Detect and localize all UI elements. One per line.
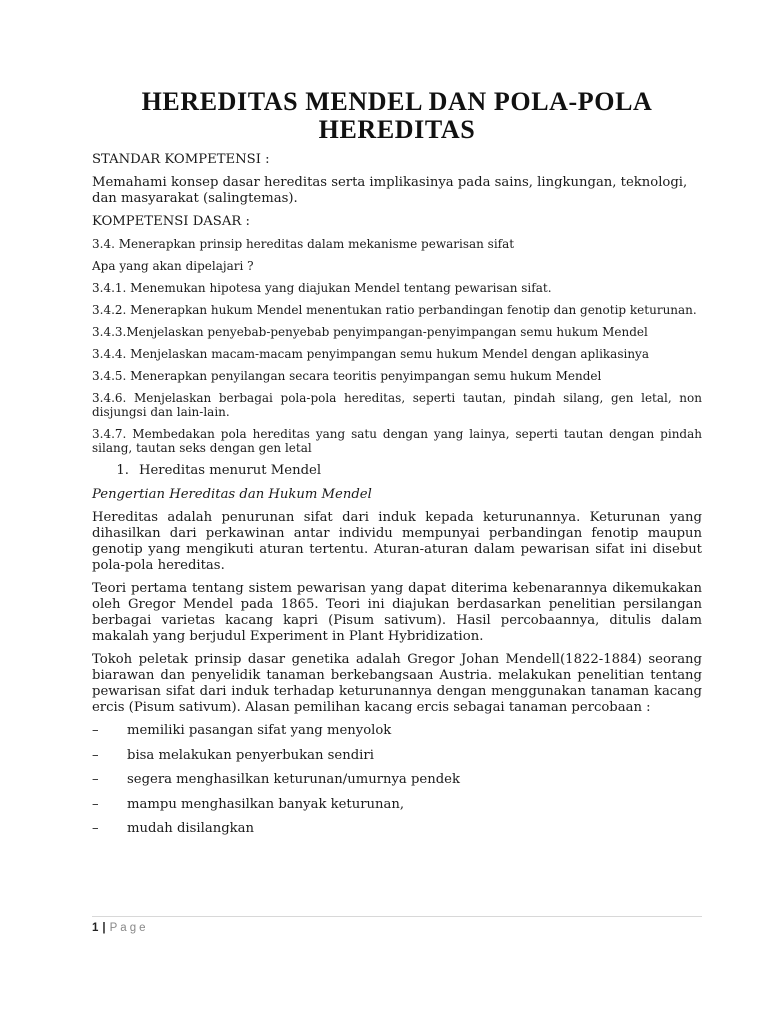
- section-1-number: 1.: [116, 463, 129, 478]
- section-1-title: Hereditas menurut Mendel: [139, 463, 322, 478]
- list-item-text: mudah disilangkan: [127, 821, 254, 837]
- list-item-text: mampu menghasilkan banyak keturunan,: [127, 796, 405, 812]
- list-item: [92, 821, 702, 837]
- kd-3-4: 3.4. Menerapkan prinsip hereditas dalam mekanisme pewarisan sifat: [92, 237, 515, 251]
- indicator-3-4-6: 3.4.6. Menjelaskan berbagai pola-pola hereditas, seperti tautan, pindah silang, gen letal, non disjungsi dan lain-lain.: [92, 391, 702, 419]
- standar-heading: STANDAR KOMPETENSI :: [92, 152, 270, 167]
- paragraph-1: Hereditas adalah penurunan sifat dari induk kepada keturunannya. Keturunan yang dihasilkan dari perkawinan antar individu mempunyai perbandingan fenotip maupun genotip yang mengikuti aturan tertentu. Aturan-aturan dalam pewarisan sifat ini disebut pola-pola hereditas.: [92, 510, 702, 573]
- footer-separator: |: [102, 922, 106, 934]
- dash-marker: –: [92, 821, 99, 837]
- title-line-1: HEREDITAS MENDEL DAN POLA-POLA: [141, 87, 653, 116]
- paragraph-3: Tokoh peletak prinsip dasar genetika adalah Gregor Johan Mendell(1822-1884) seorang biarawan dan penyelidik tanaman berkebangsaan Austria. melakukan penelitian tentang pewarisan sifat dari induk terhadap keturunannya dengan menggunakan tanaman kacang ercis (Pisum sativum). Alasan pemilihan kacang ercis sebagai tanaman percobaan :: [92, 652, 702, 715]
- title-line-2: HEREDITAS: [318, 115, 476, 144]
- indicator-3-4-2: 3.4.2. Menerapkan hukum Mendel menentukan ratio perbandingan fenotip dan genotip keturunan.: [92, 303, 697, 317]
- page-footer: [92, 916, 702, 934]
- kompetensi-heading: KOMPETENSI DASAR :: [92, 214, 250, 229]
- apa-dipelajari: Apa yang akan dipelajari ?: [92, 259, 254, 273]
- list-item-text: bisa melakukan penyerbukan sendiri: [127, 747, 374, 763]
- indicator-3-4-1: 3.4.1. Menemukan hipotesa yang diajukan Mendel tentang pewarisan sifat.: [92, 281, 552, 295]
- list-item: [92, 797, 702, 813]
- dash-marker: –: [92, 772, 99, 788]
- standar-text: Memahami konsep dasar hereditas serta implikasinya pada sains, lingkungan, teknologi, dan masyarakat (salingtemas).: [92, 175, 688, 206]
- section-1-heading: [92, 463, 702, 479]
- page-title: [92, 88, 702, 144]
- page-label: Page: [109, 922, 149, 934]
- list-item: [92, 772, 702, 788]
- subheading: Pengertian Hereditas dan Hukum Mendel: [92, 487, 372, 502]
- list-item: [92, 723, 702, 739]
- paragraph-2: Teori pertama tentang sistem pewarisan yang dapat diterima kebenarannya dikemukakan oleh Gregor Mendel pada 1865. Teori ini diajukan berdasarkan penelitian persilangan berbagai varietas kacang kapri (Pisum sativum). Hasil percobaannya, ditulis dalam makalah yang berjudul Experiment in Plant Hybridization.: [92, 581, 702, 644]
- page-number: 1: [92, 922, 99, 934]
- dash-marker: –: [92, 796, 99, 812]
- dash-marker: –: [92, 747, 99, 763]
- list-item: [92, 748, 702, 764]
- indicator-3-4-4: 3.4.4. Menjelaskan macam-macam penyimpangan semu hukum Mendel dengan aplikasinya: [92, 347, 649, 361]
- bullet-list: [92, 723, 702, 837]
- indicator-3-4-5: 3.4.5. Menerapkan penyilangan secara teoritis penyimpangan semu hukum Mendel: [92, 369, 602, 383]
- indicator-3-4-3: 3.4.3.Menjelaskan penyebab-penyebab penyimpangan-penyimpangan semu hukum Mendel: [92, 325, 648, 339]
- indicator-3-4-7: 3.4.7. Membedakan pola hereditas yang satu dengan yang lainya, seperti tautan dengan pindah silang, tautan seks dengan gen letal: [92, 427, 702, 455]
- list-item-text: memiliki pasangan sifat yang menyolok: [127, 723, 392, 738]
- dash-marker: –: [92, 723, 99, 738]
- list-item-text: segera menghasilkan keturunan/umurnya pendek: [127, 772, 460, 788]
